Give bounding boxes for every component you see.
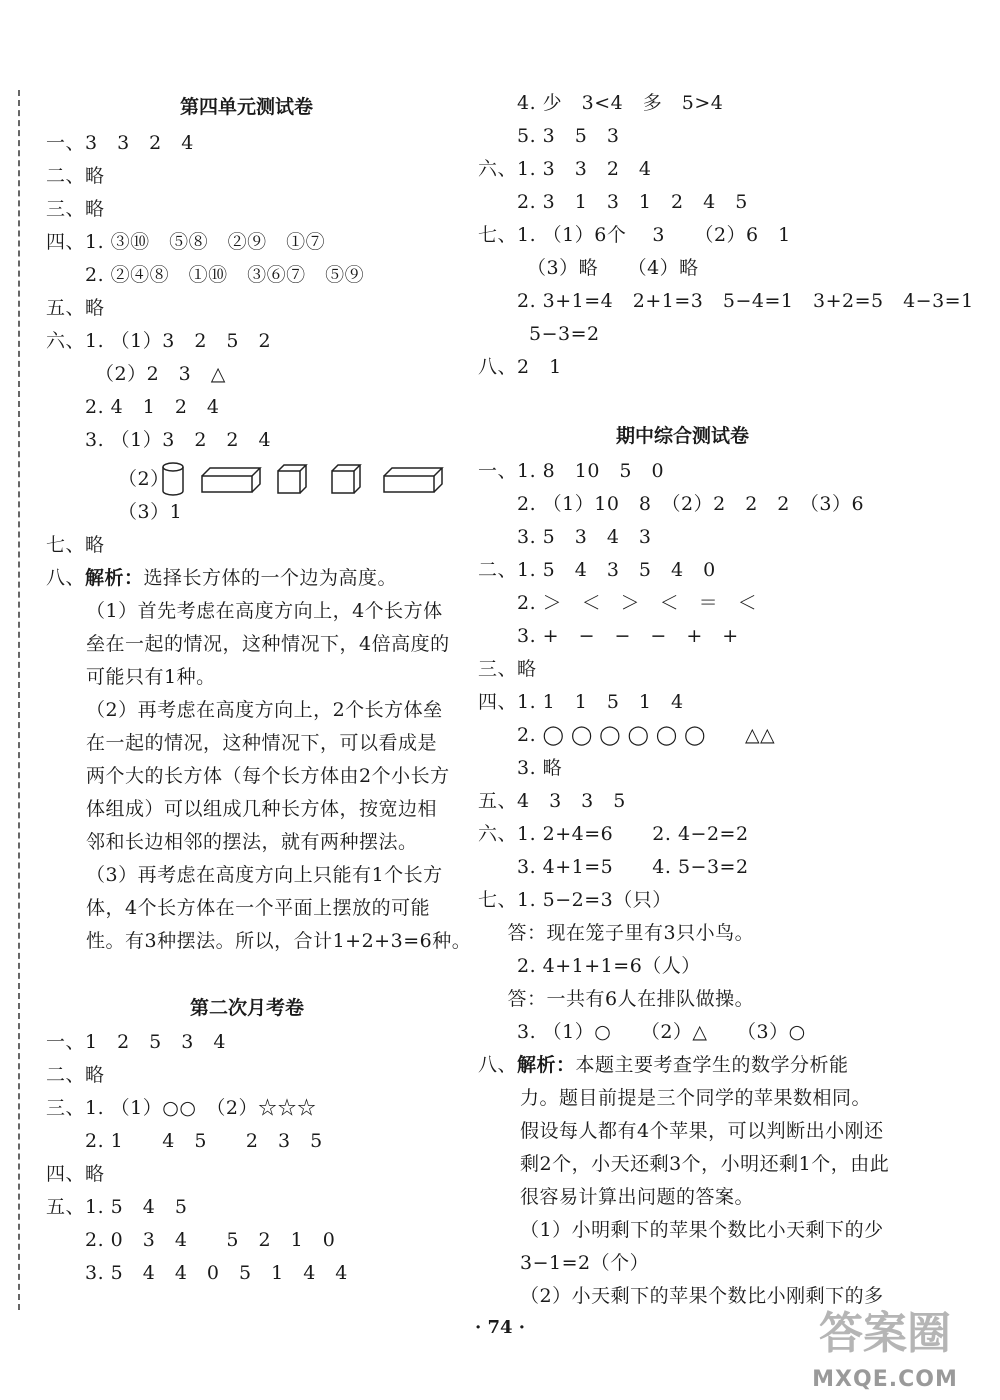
section-title-unit4: 第四单元测试卷 [180,96,314,118]
answer-line: 七、1. （1）6个 3 （2）6 1 [478,224,791,246]
analysis-first-line [46,565,397,591]
analysis-line: （3）再考虑在高度方向上只能有1个长方 [86,864,443,886]
answer-line: 2. 1 4 5 2 3 5 [46,1130,323,1152]
analysis-line: 在一起的情况，这种情况下，可以看成是 [86,732,438,754]
answer-line: 2. 0 3 4 5 2 1 0 [46,1229,336,1251]
answer-line: 三、略 [46,198,105,220]
analysis-line: （2）再考虑在高度方向上，2个长方体垒 [86,699,443,721]
answer-line: 四、1. ③⑩ ⑤⑧ ②⑨ ①⑦ [46,231,326,253]
answer-line: 二、略 [46,1064,105,1086]
answer-line: 2. ②④⑧ ①⑩ ③⑥⑦ ⑤⑨ [46,264,365,286]
analysis-line: 体，4个长方体在一个平面上摆放的可能 [86,897,431,919]
answer-line: 2. 4 1 2 4 [46,396,220,418]
answer-line: 2. 4+1+1=6（人） [478,955,701,977]
analysis-line: （2）小天剩下的苹果个数比小刚剩下的多 [520,1285,884,1307]
answer-line: 答：现在笼子里有3只小鸟。 [488,922,755,944]
answer-line: 七、略 [46,534,105,556]
answer-line: 六、1. 2+4=6 2. 4−2=2 [478,823,749,845]
analysis-text: 选择长方体的一个边为高度。 [143,567,398,589]
cube-icon [276,462,308,496]
answer-line: 3. 略 [478,757,563,779]
analysis-label: 解析： [517,1054,576,1076]
answer-line: 3. （1）3 2 2 4 [46,429,272,451]
answer-line: 5−3=2 [490,323,600,345]
analysis-prefix: 八、 [46,567,86,589]
cube-icon [330,462,362,496]
analysis-first-line [478,1052,849,1078]
answer-line: 四、略 [46,1163,105,1185]
analysis-line: 垒在一起的情况，这种情况下，4倍高度的 [86,633,450,655]
page-number: · 74 · [474,1317,526,1338]
analysis-line: 两个大的长方体（每个长方体由2个小长方 [86,765,450,787]
answer-line: 二、略 [46,165,105,187]
answer-line: 2. ◯ ◯ ◯ ◯ ◯ ◯ △△ [478,724,776,746]
answer-line: 五、4 3 3 5 [478,790,626,812]
analysis-line: 力。题目前提是三个同学的苹果数相同。 [520,1087,872,1109]
section-title-monthly2: 第二次月考卷 [190,997,305,1019]
answer-line: 二、1. 5 4 3 5 4 0 [478,559,716,581]
answer-line: 3. 4+1=5 4. 5−3=2 [478,856,749,878]
answer-line: 七、1. 5−2=3（只） [478,889,672,911]
watermark-text: MXQE.COM [812,1367,958,1392]
answer-line: 答：一共有6人在排队做操。 [488,988,755,1010]
answer-line: 八、2 1 [478,356,562,378]
analysis-line: （1）小明剩下的苹果个数比小天剩下的少 [520,1219,884,1241]
answer-line: 六、1. （1）3 2 5 2 [46,330,272,352]
analysis-line: （1）首先考虑在高度方向上，4个长方体 [86,600,443,622]
answer-line: 2. ＞ ＜ ＞ ＜ ＝ ＜ [478,592,758,614]
answer-line: 2. （1）10 8 （2）2 2 2 （3）6 [478,493,865,515]
answer-line: （2）2 3 △ [46,363,226,385]
watermark-logo: 答案圈 [819,1308,951,1359]
shapes-label: （2） [118,468,170,490]
analysis-line: 假设每人都有4个苹果，可以判断出小刚还 [520,1120,884,1142]
answer-line: 一、1 2 5 3 4 [46,1031,226,1053]
answer-line: 四、1. 1 1 5 1 4 [478,691,684,713]
answer-line: 3. 5 3 4 3 [478,526,652,548]
analysis-prefix: 八、 [478,1054,518,1076]
analysis-line: 剩2个，小天还剩3个，小明还剩1个，由此 [520,1153,890,1175]
answer-line: 2. 3 1 3 1 2 4 5 [478,191,748,213]
analysis-line: 3−1=2（个） [520,1252,650,1274]
answer-line: 3. + − − − + + [478,625,739,647]
answer-line: 三、1. （1）○○ （2）☆☆☆ [46,1097,317,1119]
answer-line: 六、1. 3 3 2 4 [478,158,652,180]
answer-line: 五、略 [46,297,105,319]
analysis-text: 本题主要考查学生的数学分析能 [575,1054,849,1076]
answer-line: 2. 3+1=4 2+1=3 5−4=1 3+2=5 4−3=1 [478,290,974,312]
analysis-line: 很容易计算出问题的答案。 [520,1186,755,1208]
answer-line: 三、略 [478,658,537,680]
solid-shapes-row [160,462,450,498]
site-watermark [790,1297,980,1392]
analysis-line: 体组成）可以组成几种长方体，按宽边相 [86,798,438,820]
analysis-label: 解析： [85,567,144,589]
analysis-line: 可能只有1种。 [86,666,216,688]
answer-line: 一、3 3 2 4 [46,132,194,154]
cuboid-icon [200,462,262,496]
answer-line: 3. （1）○ （2）△ （3）○ [478,1021,806,1043]
answer-line: （3）1 [118,501,183,523]
answer-line: （3）略 （4）略 [478,257,699,279]
answer-line: 4. 少 3<4 多 5>4 [478,92,724,114]
binding-dashed-line [18,90,20,1310]
analysis-line: 性。有3种摆法。所以，合计1+2+3=6种。 [86,930,472,952]
answer-line: 五、1. 5 4 5 [46,1196,188,1218]
answer-line: 3. 5 4 4 0 5 1 4 4 [46,1262,348,1284]
section-title-midterm: 期中综合测试卷 [616,425,750,447]
analysis-line: 邻和长边相邻的摆法，就有两种摆法。 [86,831,418,853]
cuboid-icon [382,462,444,496]
answer-line: 5. 3 5 3 [478,125,620,147]
cylinder-icon [160,462,186,496]
answer-line: 一、1. 8 10 5 0 [478,460,665,482]
